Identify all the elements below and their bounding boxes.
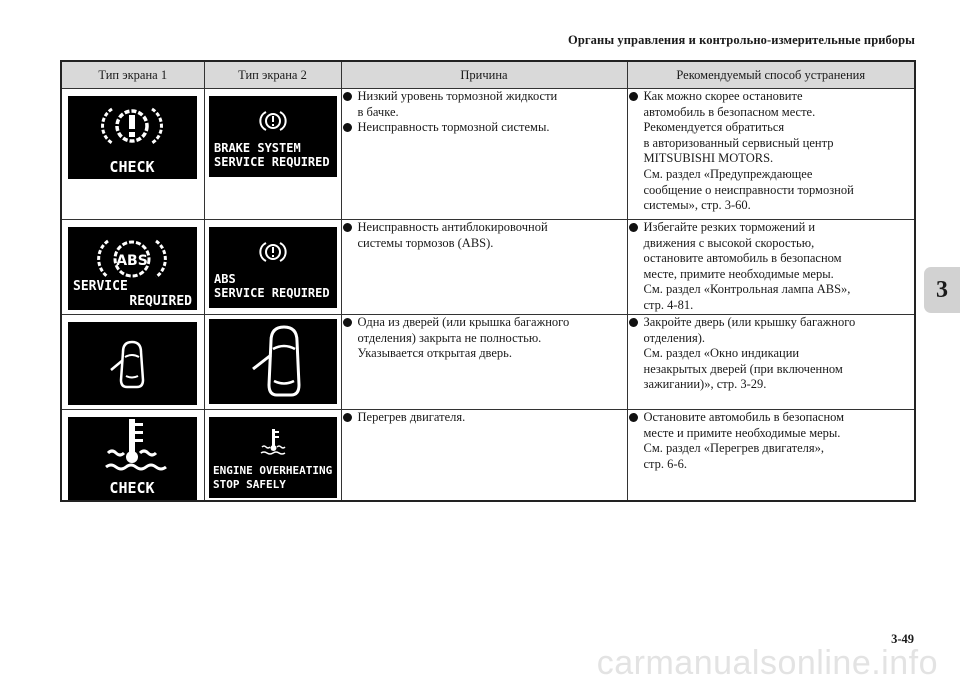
cause-cell	[341, 220, 627, 315]
abs-warning-icon	[99, 241, 166, 277]
abs-service-display-1	[68, 227, 197, 310]
overheat-stop-display	[209, 417, 337, 498]
screen1-cell	[61, 220, 204, 315]
cause-item	[342, 220, 627, 251]
display-line-1: SERVICE	[73, 279, 129, 294]
text-line: Неисправность тормозной системы.	[357, 120, 550, 135]
cause-cell	[341, 315, 627, 410]
remedy-cell	[627, 315, 915, 410]
text-line: в бачке.	[357, 104, 399, 119]
screen2-cell	[204, 315, 341, 410]
text-line: в авторизованный сервисный центр	[643, 135, 834, 150]
remedy-item	[628, 410, 915, 472]
screen2-cell	[204, 89, 341, 220]
column-header-cause: Причина	[341, 61, 627, 89]
display-line-1: BRAKE SYSTEM	[213, 141, 301, 155]
screen1-cell	[61, 315, 204, 410]
brake-service-display	[209, 96, 337, 177]
page-header-title: Органы управления и контрольно-измерительные приборы	[568, 33, 915, 47]
cause-item	[342, 120, 627, 136]
screen2-cell	[204, 410, 341, 502]
text-line: сообщение о неисправности тормозной	[643, 182, 854, 197]
text-line: незакрытых дверей (при включенном	[643, 361, 843, 376]
text-line: движения с высокой скоростью,	[643, 235, 815, 250]
column-header-screen1: Тип экрана 1	[61, 61, 204, 89]
text-line: Неисправность антиблокировочной	[357, 220, 548, 234]
remedy-item	[628, 220, 915, 314]
text-line: См. раздел «Окно индикации	[643, 346, 800, 361]
table-row	[61, 315, 915, 410]
screen2-cell	[204, 220, 341, 315]
door-open-display-1	[68, 322, 197, 405]
text-line: Перегрев двигателя.	[357, 410, 466, 424]
text-line: Рекомендуется обратиться	[643, 120, 785, 135]
display-line-1: ABS	[213, 272, 236, 286]
text-line: Избегайте резких торможений и	[643, 220, 816, 234]
text-line: автомобиль в безопасном месте.	[643, 104, 816, 119]
column-header-screen2: Тип экрана 2	[204, 61, 341, 89]
text-line: См. раздел «Контрольная лампа ABS»,	[643, 282, 851, 297]
abs-service-display-2	[209, 227, 337, 308]
remedy-item	[628, 89, 915, 214]
text-line: месте и примите необходимые меры.	[643, 425, 841, 440]
remedy-item	[628, 315, 915, 393]
text-line: См. раздел «Перегрев двигателя»,	[643, 441, 825, 456]
chapter-tab: 3	[924, 267, 960, 313]
brake-warning-icon	[103, 109, 162, 143]
cause-cell	[341, 89, 627, 220]
table-header-row	[61, 61, 915, 89]
column-header-remedy: Рекомендуемый способ устранения	[627, 61, 915, 89]
text-line: Низкий уровень тормозной жидкости	[357, 89, 558, 103]
display-line-2: REQUIRED	[129, 294, 193, 309]
table-row	[61, 410, 915, 502]
cause-cell	[341, 410, 627, 502]
display-line-2: STOP SAFELY	[212, 478, 286, 491]
check-label: CHECK	[109, 158, 155, 176]
abs-icon-text: ABS	[116, 253, 149, 269]
screen1-cell	[61, 410, 204, 502]
coolant-temperature-icon	[106, 419, 166, 469]
text-line: См. раздел «Предупреждающее	[643, 166, 813, 181]
cause-item	[342, 315, 627, 362]
text-line: отделения).	[643, 330, 705, 345]
brake-check-display	[68, 96, 197, 179]
text-line: Одна из дверей (или крышка багажного	[357, 315, 570, 329]
screen1-cell	[61, 89, 204, 220]
text-line: зажигании)», стр. 3-29.	[643, 377, 767, 392]
text-line: стр. 4-81.	[643, 297, 694, 312]
text-line: Как можно скорее остановите	[643, 89, 803, 103]
check-label: CHECK	[109, 479, 155, 497]
text-line: отделения) закрыта не полностью.	[357, 330, 542, 345]
text-line: системы тормозов (ABS).	[357, 235, 494, 250]
cause-item	[342, 89, 627, 120]
text-line: системы», стр. 3-60.	[643, 198, 751, 213]
text-line: месте, примите необходимые меры.	[643, 266, 834, 281]
door-open-display-2	[209, 319, 337, 404]
watermark: carmanualsonline.info	[596, 644, 938, 682]
overheat-check-display	[68, 417, 197, 500]
brake-warning-icon	[260, 112, 285, 130]
page-number: 3-49	[891, 632, 914, 646]
text-line: остановите автомобиль в безопасном	[643, 251, 842, 266]
cause-item	[342, 410, 627, 426]
remedy-cell	[627, 410, 915, 502]
table-row	[61, 220, 915, 315]
text-line: Указывается открытая дверь.	[357, 346, 513, 361]
car-door-open-icon	[253, 327, 299, 395]
warning-table	[60, 60, 916, 502]
coolant-temperature-icon	[261, 429, 285, 454]
text-line: Закройте дверь (или крышку багажного	[643, 315, 856, 329]
table-row	[61, 89, 915, 220]
text-line: Остановите автомобиль в безопасном	[643, 410, 845, 424]
text-line: стр. 6-6.	[643, 456, 687, 471]
display-line-2: SERVICE REQUIRED	[213, 286, 330, 300]
remedy-cell	[627, 89, 915, 220]
brake-warning-icon	[260, 243, 285, 261]
display-line-1: ENGINE OVERHEATING	[212, 464, 332, 477]
text-line: MITSUBISHI MOTORS.	[643, 151, 774, 166]
car-door-open-icon	[111, 342, 143, 387]
display-line-2: SERVICE REQUIRED	[213, 155, 330, 169]
remedy-cell	[627, 220, 915, 315]
